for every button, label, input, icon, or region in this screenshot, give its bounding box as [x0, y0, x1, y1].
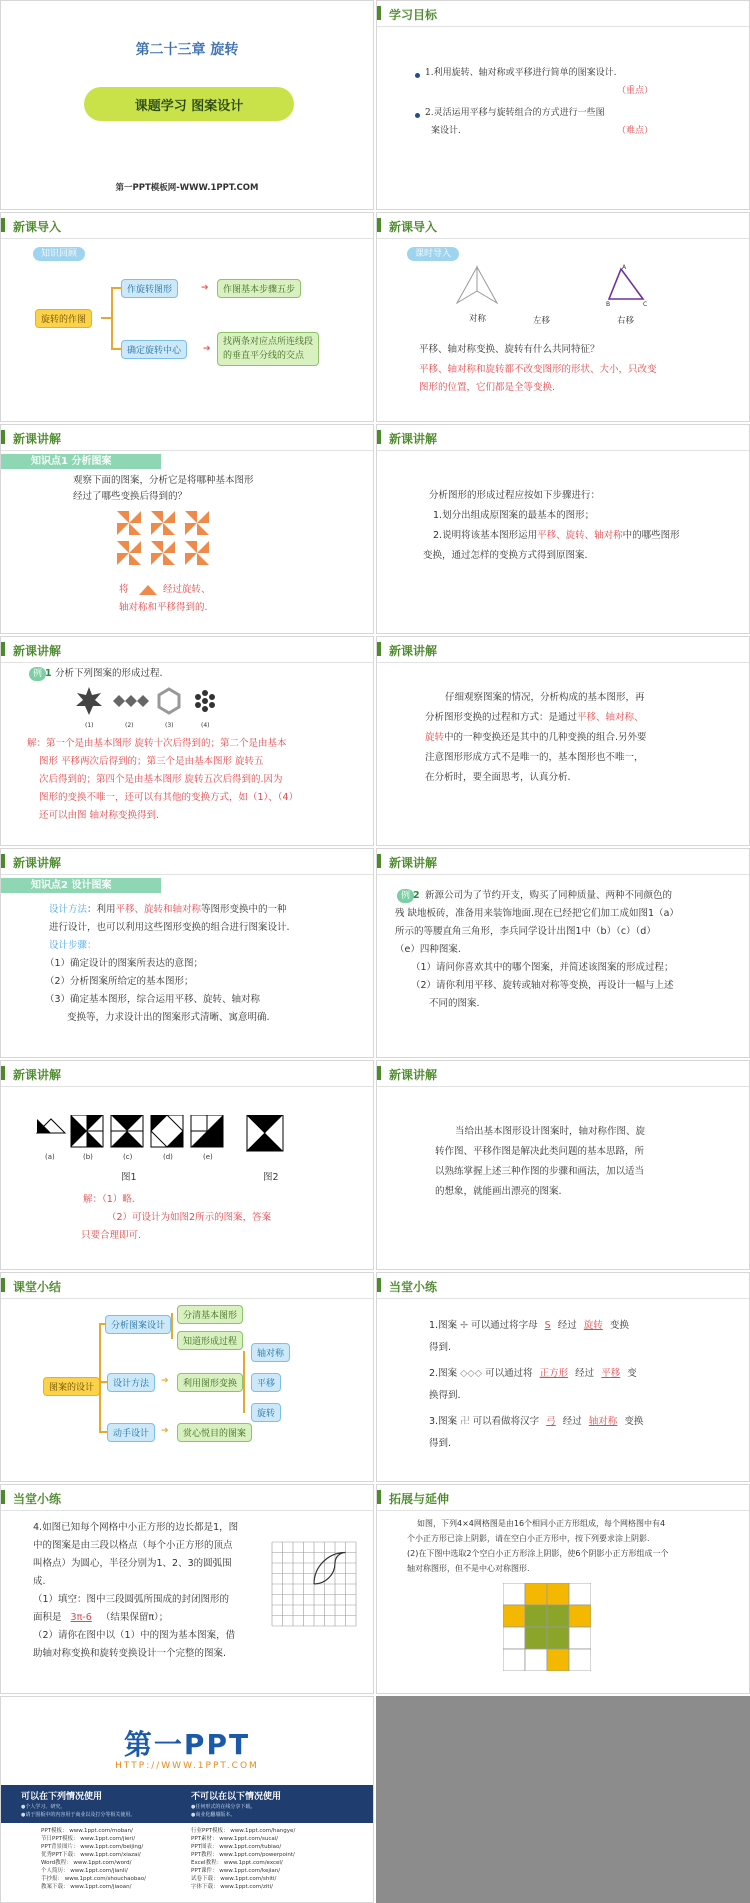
link-item[interactable]: Excel教程： www.1ppt.com/excel/ [191, 1860, 283, 1866]
site-text: 第一PPT模板网-WWW.1PPT.COM [115, 183, 259, 193]
connector [171, 1313, 173, 1339]
link-item[interactable]: 字体下载： www.1ppt.com/ziti/ [191, 1884, 273, 1890]
goal-2-cont: 案设计. [431, 126, 461, 136]
example-badge: 例 [397, 889, 414, 903]
l6-a: 面积是 [33, 1612, 62, 1623]
q2-b: 可以通过将 [485, 1368, 533, 1379]
answer-line-2: 图形的位置，它们都是全等变换. [419, 382, 556, 393]
mindmap-leaf: 分清基本图形 [177, 1305, 243, 1324]
slide-header [377, 1, 749, 27]
example-number: 2 [413, 890, 420, 901]
link-item[interactable]: 试卷下载： www.1ppt.com/shiti/ [191, 1876, 277, 1882]
symmetric-shape-icon [447, 263, 507, 307]
knowledge-point-bar: 知识点2 设计图案 [1, 878, 161, 893]
slide-header [377, 1485, 749, 1511]
practice-q1 [429, 1317, 629, 1334]
q2-answer-1: 正方形 [539, 1368, 569, 1379]
header-accent [377, 1066, 381, 1080]
question-line-1: 观察下面的图案，分析它是将哪种基本图形 [73, 475, 254, 486]
knowledge-point-bar: 知识点1 分析图案 [1, 454, 161, 469]
slide-analysis-note[interactable] [376, 636, 750, 846]
header-accent [1, 430, 5, 444]
note-line-3b: 中的一种变换还是其中的几种变换的组合.另外要 [444, 732, 647, 743]
slide-design-method[interactable] [0, 848, 374, 1058]
method-d: 等图形变换中的一种 [201, 904, 287, 915]
slide-heading: 学习目标 [389, 8, 438, 22]
practice-q2-end: 换得到. [429, 1390, 461, 1401]
answer-line-1: 平移、轴对称和旋转都不改变图形的形状、大小，只改变 [419, 364, 657, 375]
note-line-4: 注意图形形成方式不是唯一的，基本图形也不唯一， [425, 752, 644, 763]
ext-line-3: (2)在下图中选取2个空白小正方形涂上阴影，使6个阴影小正方形组成一个 [407, 1549, 669, 1558]
connector [99, 1381, 107, 1383]
connector [243, 1351, 245, 1413]
connector [101, 317, 111, 319]
link-item[interactable]: PPT图表： www.1ppt.com/tubiao/ [191, 1844, 282, 1850]
slide-header [1, 213, 373, 239]
header-accent [377, 642, 381, 656]
slide-header [1, 637, 373, 663]
figure-caption: (c) [123, 1153, 133, 1161]
solution-line-2: 图形 平移两次后得到的；第三个是由基本图形 旋转五 [39, 756, 264, 767]
slide-header [377, 213, 749, 239]
solution-line-4: 图形的变换不唯一，还可以有其他的变换方式，如（1）、（4） [39, 792, 299, 803]
link-item[interactable]: 优秀PPT下载： www.1ppt.com/xiazai/ [41, 1852, 141, 1858]
mindmap-subleaf: 轴对称 [251, 1343, 290, 1362]
can-use-2: ●请于围板中的内容用于商业以及打分等相关使用。 [21, 1812, 136, 1818]
bow-pattern-icon: 卍 [460, 1416, 470, 1427]
usage-banner [1, 1785, 374, 1823]
q2-answer-2: 平移 [601, 1368, 621, 1379]
q1-answer-2: 旋转 [583, 1320, 603, 1331]
example-badge: 例 [29, 667, 46, 681]
note-line-5: 在分析时，要全面思考，认真分析. [425, 772, 571, 783]
example-question: 分析下列图案的形成过程. [55, 668, 163, 679]
link-item[interactable]: 个人简历： www.1ppt.com/jianli/ [41, 1868, 128, 1874]
link-item[interactable]: 教案下载： www.1ppt.com/jiaoan/ [41, 1884, 132, 1890]
q3-b: 可以看做将汉字 [472, 1416, 540, 1427]
slide-header [1, 1061, 373, 1087]
mindmap-node: 设计方法 [107, 1373, 155, 1392]
slide-summary-note[interactable] [376, 1060, 750, 1270]
goal-2-badge: （难点） [617, 126, 654, 136]
q3-answer-1: 弓 [546, 1416, 556, 1427]
header-accent [377, 430, 381, 444]
slide-header [377, 425, 749, 451]
mindmap-node: 作旋转图形 [121, 279, 178, 298]
mindmap-leaf: 作图基本步骤五步 [217, 279, 301, 298]
note-line-2b: 平移、轴对称、 [577, 712, 644, 723]
header-accent [377, 1278, 381, 1292]
answer-line-2: （2）可设计为如图2所示的图案，答案 [107, 1212, 272, 1223]
q2-a: 2.图案 [429, 1368, 458, 1379]
q3-d: 经过 [562, 1416, 582, 1427]
problem-line-7: 不同的图案. [429, 998, 480, 1009]
slide-extension[interactable] [376, 1484, 750, 1694]
note-line-2 [425, 709, 644, 726]
svg-text:A: A [622, 264, 627, 271]
link-item[interactable]: Word教程： www.1ppt.com/word/ [41, 1860, 132, 1866]
connector [99, 1431, 107, 1433]
slide-steps[interactable] [376, 424, 750, 634]
problem-line-4: 成. [33, 1576, 46, 1587]
answer-line-1: 解：（1）略. [83, 1194, 135, 1205]
label-left: 左移 [533, 316, 551, 326]
triangle-piece-icon [139, 585, 157, 595]
slide-example-2-figures[interactable] [0, 1060, 374, 1270]
note-line-1: 仔细观察图案的情况，分析构成的基本图形，再 [445, 692, 645, 703]
practice-q1-end: 得到. [429, 1342, 452, 1353]
problem-line-6: （2）请你利用平移、旋转或轴对称等变换，再设计一幅与上述 [411, 980, 674, 991]
q1-b: 可以通过将字母 [471, 1320, 538, 1331]
note-line-3a: 旋转 [425, 732, 445, 743]
note-line-2: 转作图、平移作图是解决此类问题的基本思路，所 [435, 1146, 645, 1157]
goal-1: 1.利用旋转、轴对称或平移进行简单的图案设计. [425, 68, 617, 78]
figure-caption: (4) [201, 722, 210, 729]
svg-text:B: B [606, 301, 611, 307]
logo-url: HTTP://WWW.1PPT.COM [115, 1761, 259, 1771]
header-accent [377, 218, 381, 232]
step-2 [433, 527, 680, 544]
arrow-icon: ➔ [201, 283, 209, 293]
chapter-title: 第二十三章 旋转 [135, 42, 239, 58]
slide-header [377, 637, 749, 663]
area-answer: 3π-6 [70, 1612, 92, 1623]
link-item[interactable]: PPT素材： www.1ppt.com/sucai/ [191, 1836, 279, 1842]
mindmap-leaf: 利用图形变换 [177, 1373, 243, 1392]
q1-a: 1.图案 [429, 1320, 458, 1331]
slide-header [1, 849, 373, 875]
mindmap-root: 图案的设计 [43, 1377, 100, 1396]
problem-line-2: 中的图案是由三段以格点（每个小正方形的顶点 [33, 1540, 233, 1551]
slide-header [377, 849, 749, 875]
arrow-icon: ➔ [161, 1376, 169, 1386]
note-line-3 [425, 729, 647, 746]
slide-heading: 新课讲解 [389, 1068, 438, 1082]
problem-line-8: 助轴对称变换和旋转变换设计一个完整的图案. [33, 1648, 227, 1659]
steps-intro: 分析图形的形成过程应按如下步骤进行： [429, 490, 601, 501]
slide-heading: 新课讲解 [13, 1068, 62, 1082]
connector [99, 1323, 101, 1433]
svg-text:C: C [643, 301, 648, 307]
link-item[interactable]: PPT教程： www.1ppt.com/powerpoint/ [191, 1852, 295, 1858]
figure-1-label: 图1 [121, 1172, 137, 1183]
l6-c: （结果保留π）； [100, 1612, 169, 1623]
goal-bullet-icon [415, 73, 420, 78]
solution-line-3: 次后得到的；第四个是由基本图形 旋转五次后得到的.因为 [39, 774, 283, 785]
slide-practice-1[interactable] [376, 1272, 750, 1482]
question: 平移、轴对称变换、旋转有什么共同特征？ [419, 344, 600, 355]
slide-intro[interactable] [376, 212, 750, 422]
problem-line-4: （e）四种图案. [395, 944, 461, 955]
slide-heading: 当堂小练 [389, 1280, 438, 1294]
method-b: ：利用 [87, 904, 116, 915]
figure-caption: (2) [125, 722, 134, 729]
figure-caption: (a) [45, 1153, 55, 1161]
q1-answer-1: S [544, 1320, 551, 1331]
q1-d: 经过 [557, 1320, 577, 1331]
design-step-2: （2）分析图案所给定的基本图形； [45, 976, 194, 987]
slide-title[interactable] [0, 0, 374, 210]
figure-caption: (b) [83, 1153, 93, 1161]
answer-line-3: 只要合理即可. [81, 1230, 142, 1241]
answer-line-1: 经过旋转、 [163, 584, 211, 595]
mindmap-node: 分析图案设计 [105, 1315, 171, 1334]
slide-heading: 新课讲解 [13, 432, 62, 446]
problem-line-6 [33, 1609, 168, 1626]
problem-line-1: 新源公司为了节约开支，购买了同种质量、两种不同颜色的 [425, 890, 673, 901]
pinwheel-icon: ✢ [460, 1320, 469, 1331]
cannot-use-2: ●商业化翻墙版本。 [191, 1812, 236, 1818]
q3-a: 3.图案 [429, 1416, 458, 1427]
slide-heading: 拓展与延伸 [389, 1492, 450, 1506]
problem-line-2: 残 缺地板砖，准备用来装饰地面.现在已经把它们加工成如图1（a） [395, 908, 679, 919]
cannot-use-title: 不可以在以下情况使用 [191, 1792, 282, 1802]
link-list-left [41, 1827, 146, 1891]
header-accent [1, 854, 5, 868]
leaf-line: 找两条对应点所连线段 [223, 337, 314, 347]
header-accent [1, 1066, 5, 1080]
problem-line-5: （1）请问你喜欢其中的哪个图案，并简述该图案的形成过程； [411, 962, 674, 973]
problem-line-7: （2）请你在图中以（1）中的图为基本图案，借 [33, 1630, 236, 1641]
answer-prefix: 将 [119, 584, 129, 595]
answer-line-2: 轴对称和平移得到的. [119, 602, 208, 613]
empty-cell [376, 1696, 750, 1903]
slide-review[interactable] [0, 212, 374, 422]
slide-example-1[interactable] [0, 636, 374, 846]
q3-f: 变换 [624, 1416, 644, 1427]
figure-2-label: 图2 [263, 1172, 279, 1183]
slide-heading: 新课讲解 [13, 856, 62, 870]
step-2-cont: 变换，通过怎样的变换方式得到原图案. [423, 550, 588, 561]
link-item[interactable]: PPT课件： www.1ppt.com/kejian/ [191, 1868, 281, 1874]
ext-line-2: 个小正方形已涂上阴影，请在空白小正方形中，按下列要求涂上阴影. [407, 1534, 650, 1543]
link-item[interactable]: PPT背景图片： www.1ppt.com/beijing/ [41, 1844, 144, 1850]
slide-heading: 新课讲解 [13, 644, 62, 658]
slide-analyze-pattern[interactable] [0, 424, 374, 634]
figure-caption: (e) [203, 1153, 213, 1161]
mindmap-leaf: 知道形成过程 [177, 1331, 243, 1350]
solution-line-5: 还可以由图 轴对称变换得到. [39, 810, 160, 821]
note-line-3: 以熟练掌握上述三种作图的步骤和画法，加以适当 [435, 1166, 645, 1177]
header-accent [377, 1490, 381, 1504]
slide-header [1, 1273, 373, 1299]
label-symmetry: 对称 [469, 314, 487, 324]
example-number: 1 [45, 668, 52, 679]
slide-example-2[interactable] [376, 848, 750, 1058]
mindmap-subleaf: 旋转 [251, 1403, 281, 1422]
arrow-icon: ➔ [203, 344, 211, 354]
slide-footer-ad[interactable] [0, 1696, 374, 1903]
q2-f: 变 [627, 1368, 637, 1379]
link-item[interactable]: 手抄报： www.1ppt.com/shouchaobao/ [41, 1876, 146, 1882]
practice-q3-end: 得到. [429, 1438, 452, 1449]
connector [111, 287, 121, 289]
problem-line-1: 4.如图已知每个网格中小正方形的边长都是1，图 [33, 1522, 239, 1533]
slide-practice-2[interactable] [0, 1484, 374, 1694]
label-right: 右移 [617, 316, 635, 326]
link-item[interactable]: 节日PPT模板： www.1ppt.com/jieri/ [41, 1836, 136, 1842]
ext-line-1: 如图，下列4×4网格图是由16个相同小正方形组成，每个网格图中有4 [417, 1519, 666, 1528]
header-accent [1, 218, 5, 232]
review-tag: 知识回顾 [33, 247, 85, 261]
link-list-right [191, 1827, 295, 1891]
ext-line-4: 轴对称图形，但不是中心对称图形. [407, 1564, 530, 1573]
leaf-line: 的垂直平分线的交点 [223, 351, 305, 361]
triangle-icon [605, 263, 649, 307]
logo-text: 第一PPT [123, 1728, 251, 1761]
arrow-icon: ➔ [161, 1426, 169, 1436]
practice-q2 [429, 1365, 637, 1382]
figure-caption: (d) [163, 1153, 173, 1161]
q3-answer-2: 轴对称 [588, 1416, 618, 1427]
note-line-1: 当给出基本图形设计图案时，轴对称作图、旋 [455, 1126, 646, 1137]
can-use-1: ●个人学习、研究。 [21, 1804, 66, 1810]
figure-caption: (1) [85, 722, 94, 729]
cannot-use-1: ●任何形式的在线分享下载。 [191, 1804, 256, 1810]
problem-line-5: （1）填空：图中三段圆弧所围成的封闭图形的 [33, 1594, 230, 1605]
question-line-2: 经过了哪些变换后得到的？ [73, 491, 188, 502]
square-chain-icon: ◇◇◇ [460, 1368, 483, 1379]
header-accent [377, 854, 381, 868]
solution-line-1: 解：第一个是由基本图形 旋转十次后得到的；第二个是由基本 [27, 738, 287, 749]
goal-1-badge: （重点） [617, 86, 654, 96]
slide-class-summary[interactable] [0, 1272, 374, 1482]
slide-heading: 新课讲解 [389, 644, 438, 658]
figure-caption: (3) [165, 722, 174, 729]
header-accent [1, 642, 5, 656]
step-2-highlight: 平移、旋转、轴对称 [537, 530, 623, 541]
slide-header [1, 425, 373, 451]
slide-heading: 新课讲解 [389, 856, 438, 870]
steps-label: 设计步骤： [49, 940, 97, 951]
shaded-grid-figure [503, 1583, 591, 1671]
slide-header [377, 1061, 749, 1087]
slide-header [377, 1273, 749, 1299]
header-accent [377, 6, 381, 20]
slide-header [1, 1485, 373, 1511]
mindmap-node: 确定旋转中心 [121, 340, 187, 359]
step-2-a: 2.说明将该基本图形运用 [433, 530, 538, 541]
slide-heading: 新课导入 [13, 220, 62, 234]
intro-tag: 课时导入 [407, 247, 459, 261]
note-line-2a: 分析图形变换的过程和方式：是通过 [425, 712, 578, 723]
can-use-title: 可以在下列情况使用 [21, 1792, 103, 1802]
goal-2: 2.灵活运用平移与旋转组合的方式进行一些图 [425, 108, 605, 118]
mindmap-root: 旋转的作图 [35, 309, 92, 328]
slide-heading: 课堂小结 [13, 1280, 62, 1294]
arc-grid-figure [271, 1541, 357, 1627]
lesson-title: 课题学习 图案设计 [134, 99, 244, 114]
connector [111, 348, 121, 350]
header-accent [1, 1278, 5, 1292]
slide-heading: 新课导入 [389, 220, 438, 234]
q2-d: 经过 [575, 1368, 595, 1379]
link-item[interactable]: 行业PPT模板： www.1ppt.com/hangye/ [191, 1828, 296, 1834]
method-line-2: 进行设计，也可以利用这些图形变换的组合进行图案设计. [49, 922, 290, 933]
problem-line-3: 叫格点）为圆心，半径分别为1、2、3的圆弧围 [33, 1558, 232, 1569]
connector [111, 287, 113, 349]
method-label: 设计方法 [49, 904, 88, 915]
q1-f: 变换 [609, 1320, 629, 1331]
mindmap-subleaf: 平移 [251, 1373, 281, 1392]
goal-bullet-icon [415, 113, 420, 118]
design-step-1: （1）确定设计的图案所表达的意图； [45, 958, 204, 969]
pattern-figures-icon [75, 685, 225, 721]
method-line-1 [49, 901, 287, 918]
mindmap-leaf: 赏心悦目的图案 [177, 1423, 252, 1442]
mindmap-leaf [217, 332, 319, 366]
pinwheel-pattern-icon [113, 507, 213, 569]
design-step-3: （3）确定基本图形，综合运用平移、旋转、轴对称 [45, 994, 261, 1005]
slide-heading: 当堂小练 [13, 1492, 62, 1506]
design-step-3-cont: 变换等，力求设计出的图案形式清晰、寓意明确. [67, 1012, 270, 1023]
header-accent [1, 1490, 5, 1504]
slide-goals[interactable] [376, 0, 750, 210]
method-highlight: 平移、旋转和轴对称 [115, 904, 202, 915]
link-item[interactable]: PPT模板： www.1ppt.com/moban/ [41, 1828, 133, 1834]
practice-q3 [429, 1413, 643, 1430]
step-2-c: 中的哪些图形 [622, 530, 680, 541]
problem-line-3: 所示的等腰直角三角形，李兵同学设计出图1中（b）（c）（d） [395, 926, 656, 937]
slide-heading: 新课讲解 [389, 432, 438, 446]
mindmap-node: 动手设计 [107, 1423, 155, 1442]
note-line-4: 的想象，就能画出漂亮的图案. [435, 1186, 562, 1197]
step-1: 1.划分出组成原图案的最基本的图形； [433, 510, 595, 521]
